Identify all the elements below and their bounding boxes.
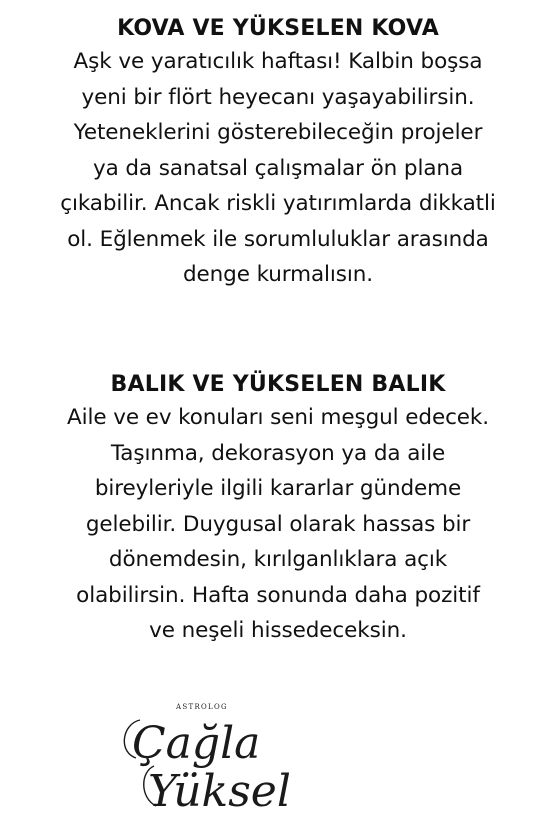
body-line: ya da sanatsal çalışmalar ön plana bbox=[92, 155, 464, 181]
body-line: çıkabilir. Ancak riskli yatırımlarda dikkatli bbox=[60, 191, 496, 216]
signature-last-name: Yüksel bbox=[148, 766, 291, 817]
body-line: denge kurmalısın. bbox=[182, 262, 374, 287]
body-line: ol. Eğlenmek ile sorumluluklar arasında bbox=[67, 226, 489, 252]
body-line: Yeteneklerini gösterebileceğin projeler bbox=[73, 120, 483, 145]
section-heading: BALIK VE YÜKSELEN BALIK bbox=[110, 372, 446, 397]
signature-logo bbox=[110, 700, 310, 818]
body-line: olabilirsin. Hafta sonunda daha pozitif bbox=[76, 582, 480, 608]
body-line: bireyleriyle ilgili kararlar gündeme bbox=[94, 476, 462, 501]
signature-caption: ASTROLOG bbox=[176, 703, 228, 711]
section-kova bbox=[12, 14, 544, 293]
signature-first-name: Çağla bbox=[132, 718, 261, 769]
section-balik bbox=[12, 370, 544, 649]
signature-graphic bbox=[110, 700, 310, 818]
section-heading: KOVA VE YÜKSELEN KOVA bbox=[117, 16, 439, 41]
body-line: Taşınma, dekorasyon ya da aile bbox=[110, 440, 446, 466]
body-line: dönemdesin, kırılganlıklara açık bbox=[108, 547, 448, 572]
body-line: ve neşeli hissedeceksin. bbox=[149, 618, 407, 643]
body-line: Aşk ve yaratıcılık haftası! Kalbin boşsa bbox=[73, 49, 483, 74]
body-line: Aile ve ev konuları seni meşgul edecek. bbox=[66, 405, 490, 430]
section-body bbox=[12, 400, 544, 649]
body-line: yeni bir flört heyecanı yaşayabilirsin. bbox=[81, 84, 475, 110]
section-body bbox=[12, 44, 544, 293]
body-line: gelebilir. Duygusal olarak hassas bir bbox=[85, 511, 471, 537]
